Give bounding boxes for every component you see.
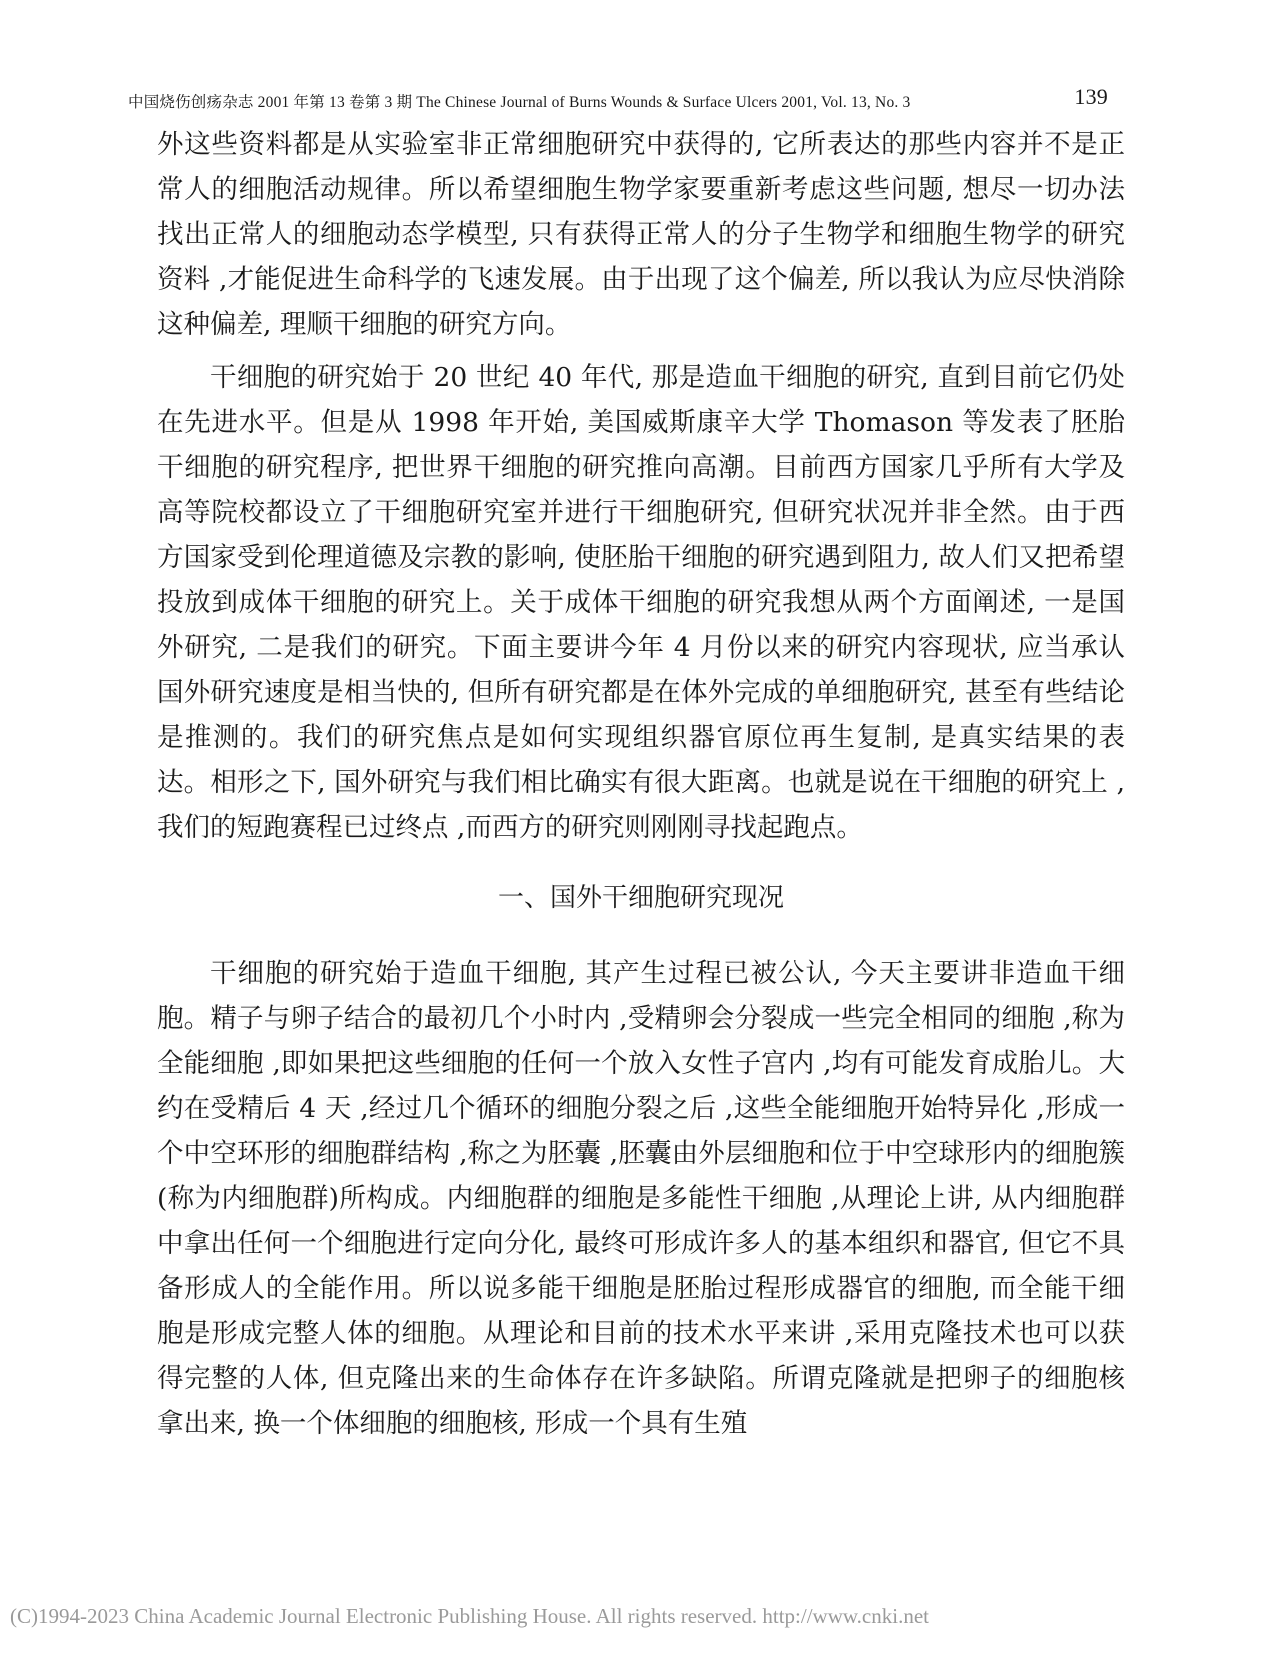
paragraph-stem-cell-origin: 干细胞的研究始于造血干细胞, 其产生过程已被公认, 今天主要讲非造血干细胞。精子与卵子结合的最初几个小时内 ,受精卵会分裂成一些完全相同的细胞 ,称为全能细胞 ,即如果把这些细胞的任何一个放入女性子宫内 ,均有可能发育成胎儿。大约在受精后 4 天 ,经过几个循环的细胞分裂之后 ,这些全能细胞开始特异化 ,形成一个中空环形的细胞群结构 ,称之为胚囊 ,胚囊由外层细胞和位于中空球形内的细胞簇(称为内细胞群)所构成。内细胞群的细胞是多能性干细胞 ,从理论上讲, 从内细胞群中拿出任何一个细胞进行定向分化, 最终可形成许多人的基本组织和器官, 但它不具备形成人的全能作用。所以说多能干细胞是胚胎过程形成器官的细胞, 而全能干细胞是形成完整人体的细胞。从理论和目前的技术水平来讲 ,采用克隆技术也可以获得完整的人体, 但克隆出来的生命体存在许多缺陷。所谓克隆就是把卵子的细胞核拿出来, 换一个体细胞的细胞核, 形成一个具有生殖 <box>157 958 1125 1439</box>
paragraph-stem-cell-history: 干细胞的研究始于 20 世纪 40 年代, 那是造血干细胞的研究, 直到目前它仍处在先进水平。但是从 1998 年开始, 美国威斯康辛大学 Thomason 等发表了胚胎干细胞的研究程序, 把世界干细胞的研究推向高潮。目前西方国家几乎所有大学及高等院校都设立了干细胞研究室并进行干细胞研究, 但研究状况并非全然。由于西方国家受到伦理道德及宗教的影响, 使胚胎干细胞的研究遇到阻力, 故人们又把希望投放到成体干细胞的研究上。关于成体干细胞的研究我想从两个方面阐述, 一是国外研究, 二是我们的研究。下面主要讲今年 4 月份以来的研究内容现状, 应当承认国外研究速度是相当快的, 但所有研究都是在体外完成的单细胞研究, 甚至有些结论是推测的。我们的研究焦点是如何实现组织器官原位再生复制, 是真实结果的表达。相形之下, 国外研究与我们相比确实有很大距离。也就是说在干细胞的研究上 ,我们的短跑赛程已过终点 ,而西方的研究则刚刚寻找起跑点。 <box>157 362 1125 843</box>
section-heading: 一、国外干细胞研究现况 <box>497 883 784 913</box>
running-header <box>128 84 1108 114</box>
journal-citation: 中国烧伤创疡杂志 2001 年第 13 卷第 3 期 The Chinese Journal of Burns Wounds & Surface Ulcers 2001, Vol. 13, No. 3 <box>128 94 911 111</box>
paragraph-continued: 外这些资料都是从实验室非正常细胞研究中获得的, 它所表达的那些内容并不是正常人的细胞活动规律。所以希望细胞生物学家要重新考虑这些问题, 想尽一切办法找出正常人的细胞动态学模型, 只有获得正常人的分子生物学和细胞生物学的研究资料 ,才能促进生命科学的飞速发展。由于出现了这个偏差, 所以我认为应尽快消除这种偏差, 理顺干细胞的研究方向。 <box>157 129 1125 340</box>
article-body <box>157 122 1125 1446</box>
copyright-watermark: (C)1994-2023 China Academic Journal Electronic Publishing House. All rights reserved. http://www.cnki.net <box>10 1604 929 1628</box>
page-number: 139 <box>1074 84 1108 109</box>
